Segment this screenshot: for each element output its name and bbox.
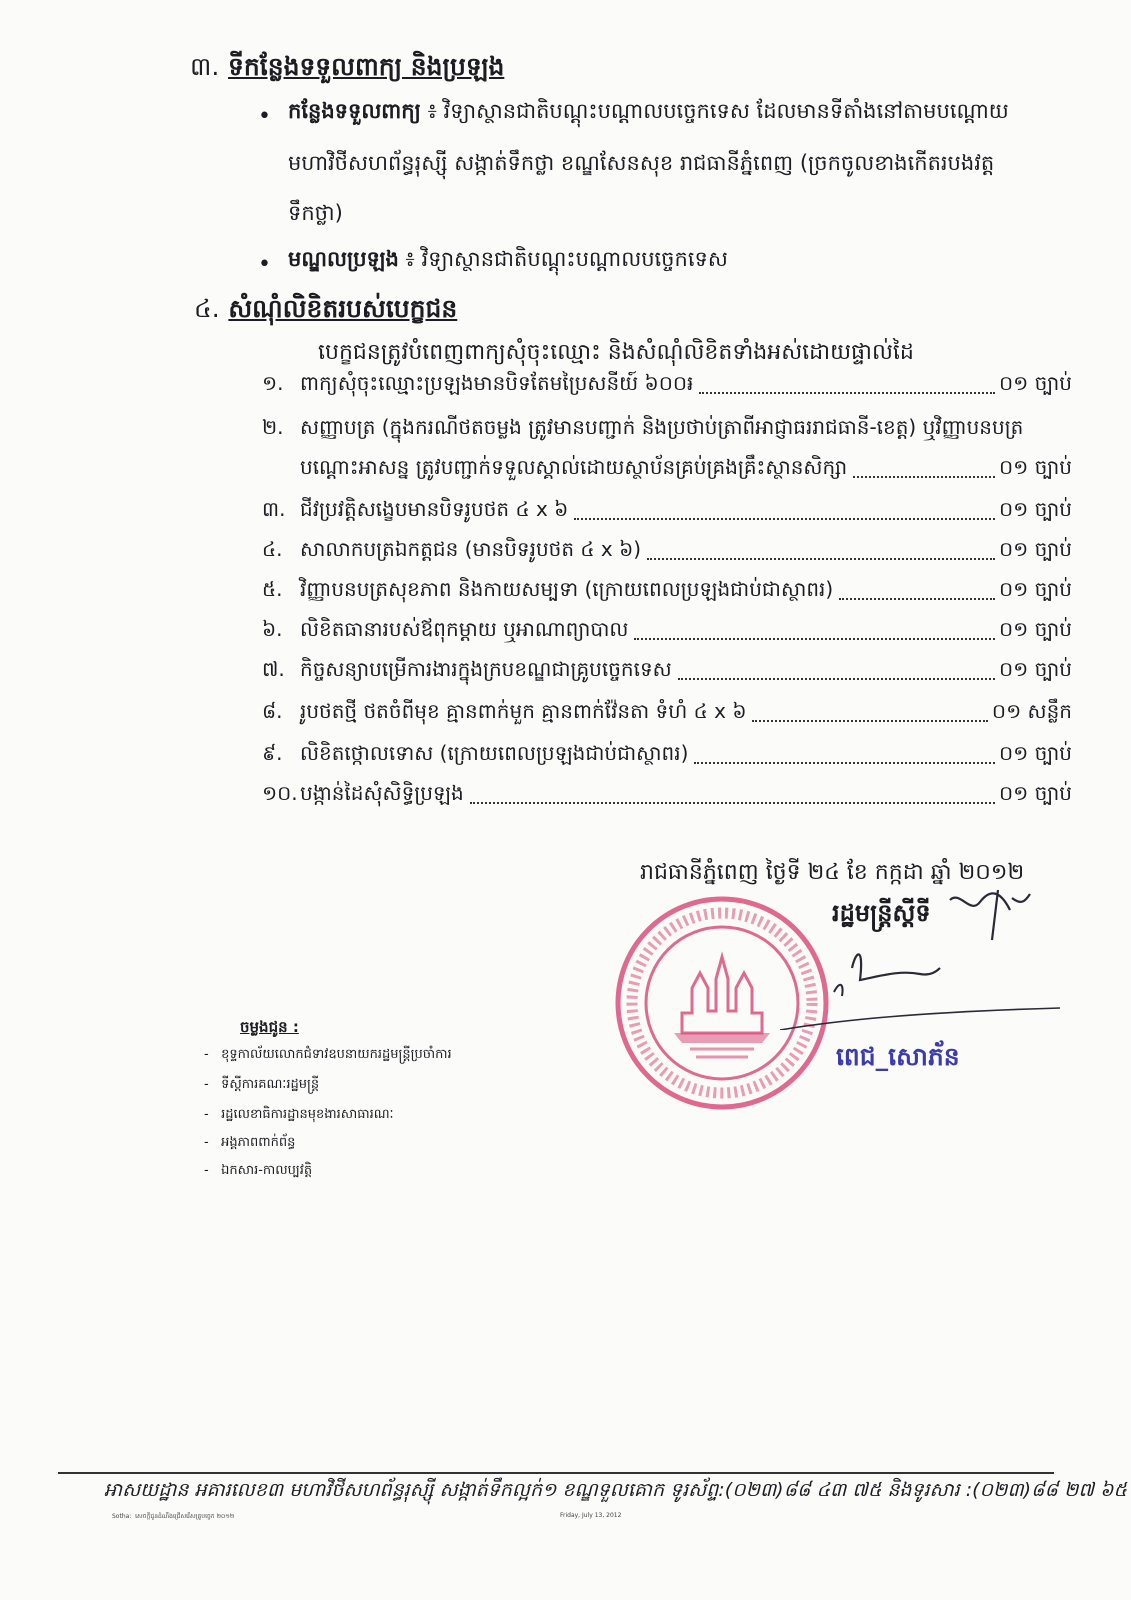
footer-print-date: Friday, July 13, 2012 xyxy=(560,1512,622,1519)
item-quantity: ០១ ច្បាប់ xyxy=(998,577,1072,601)
item-text: ជីវប្រវត្តិសង្ខេបមានបិទរូបថត ៤ x ៦ xyxy=(300,497,569,521)
bullet-exam-label: មណ្ឌលប្រឡង xyxy=(288,247,399,271)
item-quantity: ០១ ច្បាប់ xyxy=(998,537,1072,561)
item-number: ២. xyxy=(262,415,284,439)
cc-title: ចម្លងជូន : xyxy=(240,1018,299,1036)
bullet-receive-text-1: ៖ វិទ្យាស្ថានជាតិបណ្តុះបណ្តាលបច្ចេកទេស ដែលមានទីតាំងនៅតាមបណ្តោយ xyxy=(427,99,1009,123)
item-text: បណ្តោះអាសន្ន ត្រូវបញ្ជាក់ទទួលស្គាល់ដោយស្ថាប័នគ្រប់គ្រងគ្រឹះស្ថានសិក្សា xyxy=(300,455,848,479)
cc-item-text: ទីស្តីការគណៈរដ្ឋមន្ត្រី xyxy=(221,1077,320,1092)
bullet-exam-text: ៖ វិទ្យាស្ថានជាតិបណ្តុះបណ្តាលបច្ចេកទេស xyxy=(405,247,728,271)
leader-dots xyxy=(470,802,995,804)
item-text: រូបថតថ្មី ថតចំពីមុខ គ្មានពាក់មួក គ្មានពាក់វ៉ែនតា ទំហំ ៤ x ៦ xyxy=(300,699,747,723)
item-text: លិខិតធានារបស់ឪពុកម្តាយ ឬអាណាព្យាបាល xyxy=(300,617,629,641)
document-item xyxy=(262,656,1072,686)
item-quantity: ០១ ច្បាប់ xyxy=(998,781,1072,805)
leader-dots xyxy=(699,392,995,394)
item-number: ៥. xyxy=(262,577,283,601)
item-quantity: ០១ ច្បាប់ xyxy=(998,371,1072,395)
bullet-receive-label: កន្លែងទទួលពាក្យ xyxy=(288,99,421,123)
item-text: វិញ្ញាបនបត្រសុខភាព និងកាយសម្បទា (ក្រោយពេលប្រឡងជាប់ជាស្ថាពរ) xyxy=(300,577,834,601)
document-item xyxy=(262,370,1072,400)
leader-dots xyxy=(634,638,995,640)
document-item-continued xyxy=(262,454,1072,484)
footer-address: អាសយដ្ឋាន អគារលេខ៣ មហាវិថីសហព័ន្ធរុស្ស៊ី សង្កាត់ទឹកល្អក់១ ខណ្ឌទួលគោក ទូរស័ព្ទ:(០២៣)៨៨ ៤៣ ៧៥ និងទូរសារ :(០២៣)៨៨ ២៧ ៦៥ xyxy=(104,1479,1127,1501)
section4-intro: បេក្ខជនត្រូវបំពេញពាក្យសុំចុះឈ្មោះ និងសំណុំលិខិតទាំងអស់ដោយផ្ទាល់ដៃ xyxy=(318,340,914,365)
item-text: លិខិតថ្កោលទោស (ក្រោយពេលប្រឡងជាប់ជាស្ថាពរ) xyxy=(300,741,689,765)
item-number: ១០. xyxy=(262,781,298,805)
item-quantity: ០១ សន្លឹក xyxy=(991,699,1072,723)
item-quantity: ០១ ច្បាប់ xyxy=(998,617,1072,641)
document-item xyxy=(262,536,1072,566)
item-text: បង្កាន់ដៃសុំសិទ្ធិប្រឡង xyxy=(300,781,464,805)
footer-divider xyxy=(58,1472,1054,1474)
document-item xyxy=(262,780,1072,810)
item-number: ៩. xyxy=(262,741,283,765)
bullet-dot: • xyxy=(258,104,271,129)
cc-list-item: - រដ្ឋលេខាធិការដ្ឋានមុខងារសាធារណៈ xyxy=(204,1107,394,1122)
section3-number: ៣. xyxy=(190,52,220,81)
leader-dots xyxy=(752,720,987,722)
footer-file-reference: Sotha: ​ ​សេចក្តីជូនដំណឹងជ្រើសរើសគ្រូបច្ចេក ២០១២ xyxy=(112,1513,235,1520)
document-item xyxy=(262,414,1072,444)
signatory-name: ពេជ_សោភ័ន xyxy=(836,1042,960,1071)
item-quantity: ០១ ច្បាប់ xyxy=(998,455,1072,479)
section4-title: សំណុំលិខិតរបស់បេក្ខជន xyxy=(228,294,458,323)
document-item xyxy=(262,616,1072,646)
cc-list-item: - ឯកសារ-កាលប្បវត្តិ xyxy=(204,1163,313,1178)
cc-list-item: - ខុទ្ទកាល័យលោកជំទាវឧបនាយករដ្ឋមន្ត្រីប្រចាំការ xyxy=(204,1047,452,1062)
item-number: ១. xyxy=(262,371,284,395)
item-number: ៦. xyxy=(262,617,283,641)
item-quantity: ០១ ច្បាប់ xyxy=(998,497,1072,521)
cc-item-text: អង្គភាពពាក់ព័ន្ធ xyxy=(221,1135,296,1150)
document-item xyxy=(262,496,1072,526)
document-item xyxy=(262,576,1072,606)
item-quantity: ០១ ច្បាប់ xyxy=(998,741,1072,765)
item-text: សាលាកបត្រឯកត្តជន (មានបិទរូបថត ៤ x ៦) xyxy=(300,537,642,561)
item-number: ៧. xyxy=(262,657,285,681)
date-line: រាជធានីភ្នំពេញ ថ្ងៃទី ២៤ ខែ កក្កដា ឆ្នាំ ២០១២ xyxy=(640,860,1025,885)
bullet-exam-line xyxy=(288,246,728,277)
leader-dots xyxy=(853,476,995,478)
section3-heading xyxy=(190,52,504,88)
item-number: ៣. xyxy=(262,497,286,521)
item-text: សញ្ញាបត្រ (ក្នុងករណីថតចម្លង ត្រូវមានបញ្ជាក់ និងប្រថាប់ត្រាពីអាជ្ញាធររាជធានី-ខេត្ត) ឬវិញ្ញាបនបត្រ xyxy=(300,415,1024,439)
document-item xyxy=(262,698,1072,728)
item-text: កិច្ចសន្យាបម្រើការងារក្នុងក្របខណ្ឌជាគ្រូបច្ចេកទេស xyxy=(300,657,672,681)
document-item xyxy=(262,740,1072,770)
leader-dots xyxy=(694,762,995,764)
section4-heading xyxy=(194,294,457,330)
leader-dots xyxy=(678,678,995,680)
cc-list-item: - អង្គភាពពាក់ព័ន្ធ xyxy=(204,1135,296,1150)
leader-dots xyxy=(839,598,995,600)
bullet-receive-text-3: ទឹកថ្លា) xyxy=(288,201,343,225)
bullet-receive-line1 xyxy=(288,98,1009,129)
cc-list-item: - ទីស្តីការគណៈរដ្ឋមន្ត្រី xyxy=(204,1077,320,1092)
item-text: ពាក្យសុំចុះឈ្មោះប្រឡងមានបិទតែមប្រៃសនីយ៍ ៦០០៛ xyxy=(300,371,694,395)
bullet-dot: • xyxy=(258,252,271,277)
section4-number: ៤. xyxy=(194,294,220,323)
leader-dots xyxy=(647,558,995,560)
handwritten-signature xyxy=(760,880,1060,1030)
bullet-receive-text-2: មហាវិថីសហព័ន្ធរុស្ស៊ី សង្កាត់ទឹកថ្លា ខណ្ឌសែនសុខ រាជធានីភ្នំពេញ (ច្រកចូលខាងកើតរបងវត្ត xyxy=(288,151,995,175)
item-quantity: ០១ ច្បាប់ xyxy=(998,657,1072,681)
cc-item-text: រដ្ឋលេខាធិការដ្ឋានមុខងារសាធារណៈ xyxy=(221,1107,394,1122)
leader-dots xyxy=(574,518,995,520)
section3-title: ទីកន្លែងទទួលពាក្យ និងប្រឡង xyxy=(228,52,505,81)
item-number: ៤. xyxy=(262,537,283,561)
cc-item-text: ខុទ្ទកាល័យលោកជំទាវឧបនាយករដ្ឋមន្ត្រីប្រចាំការ xyxy=(221,1047,452,1062)
item-number: ៨. xyxy=(262,699,283,723)
minister-title: រដ្ឋមន្ត្រីស្តីទី xyxy=(832,899,931,927)
cc-item-text: ឯកសារ-កាលប្បវត្តិ xyxy=(221,1163,313,1178)
